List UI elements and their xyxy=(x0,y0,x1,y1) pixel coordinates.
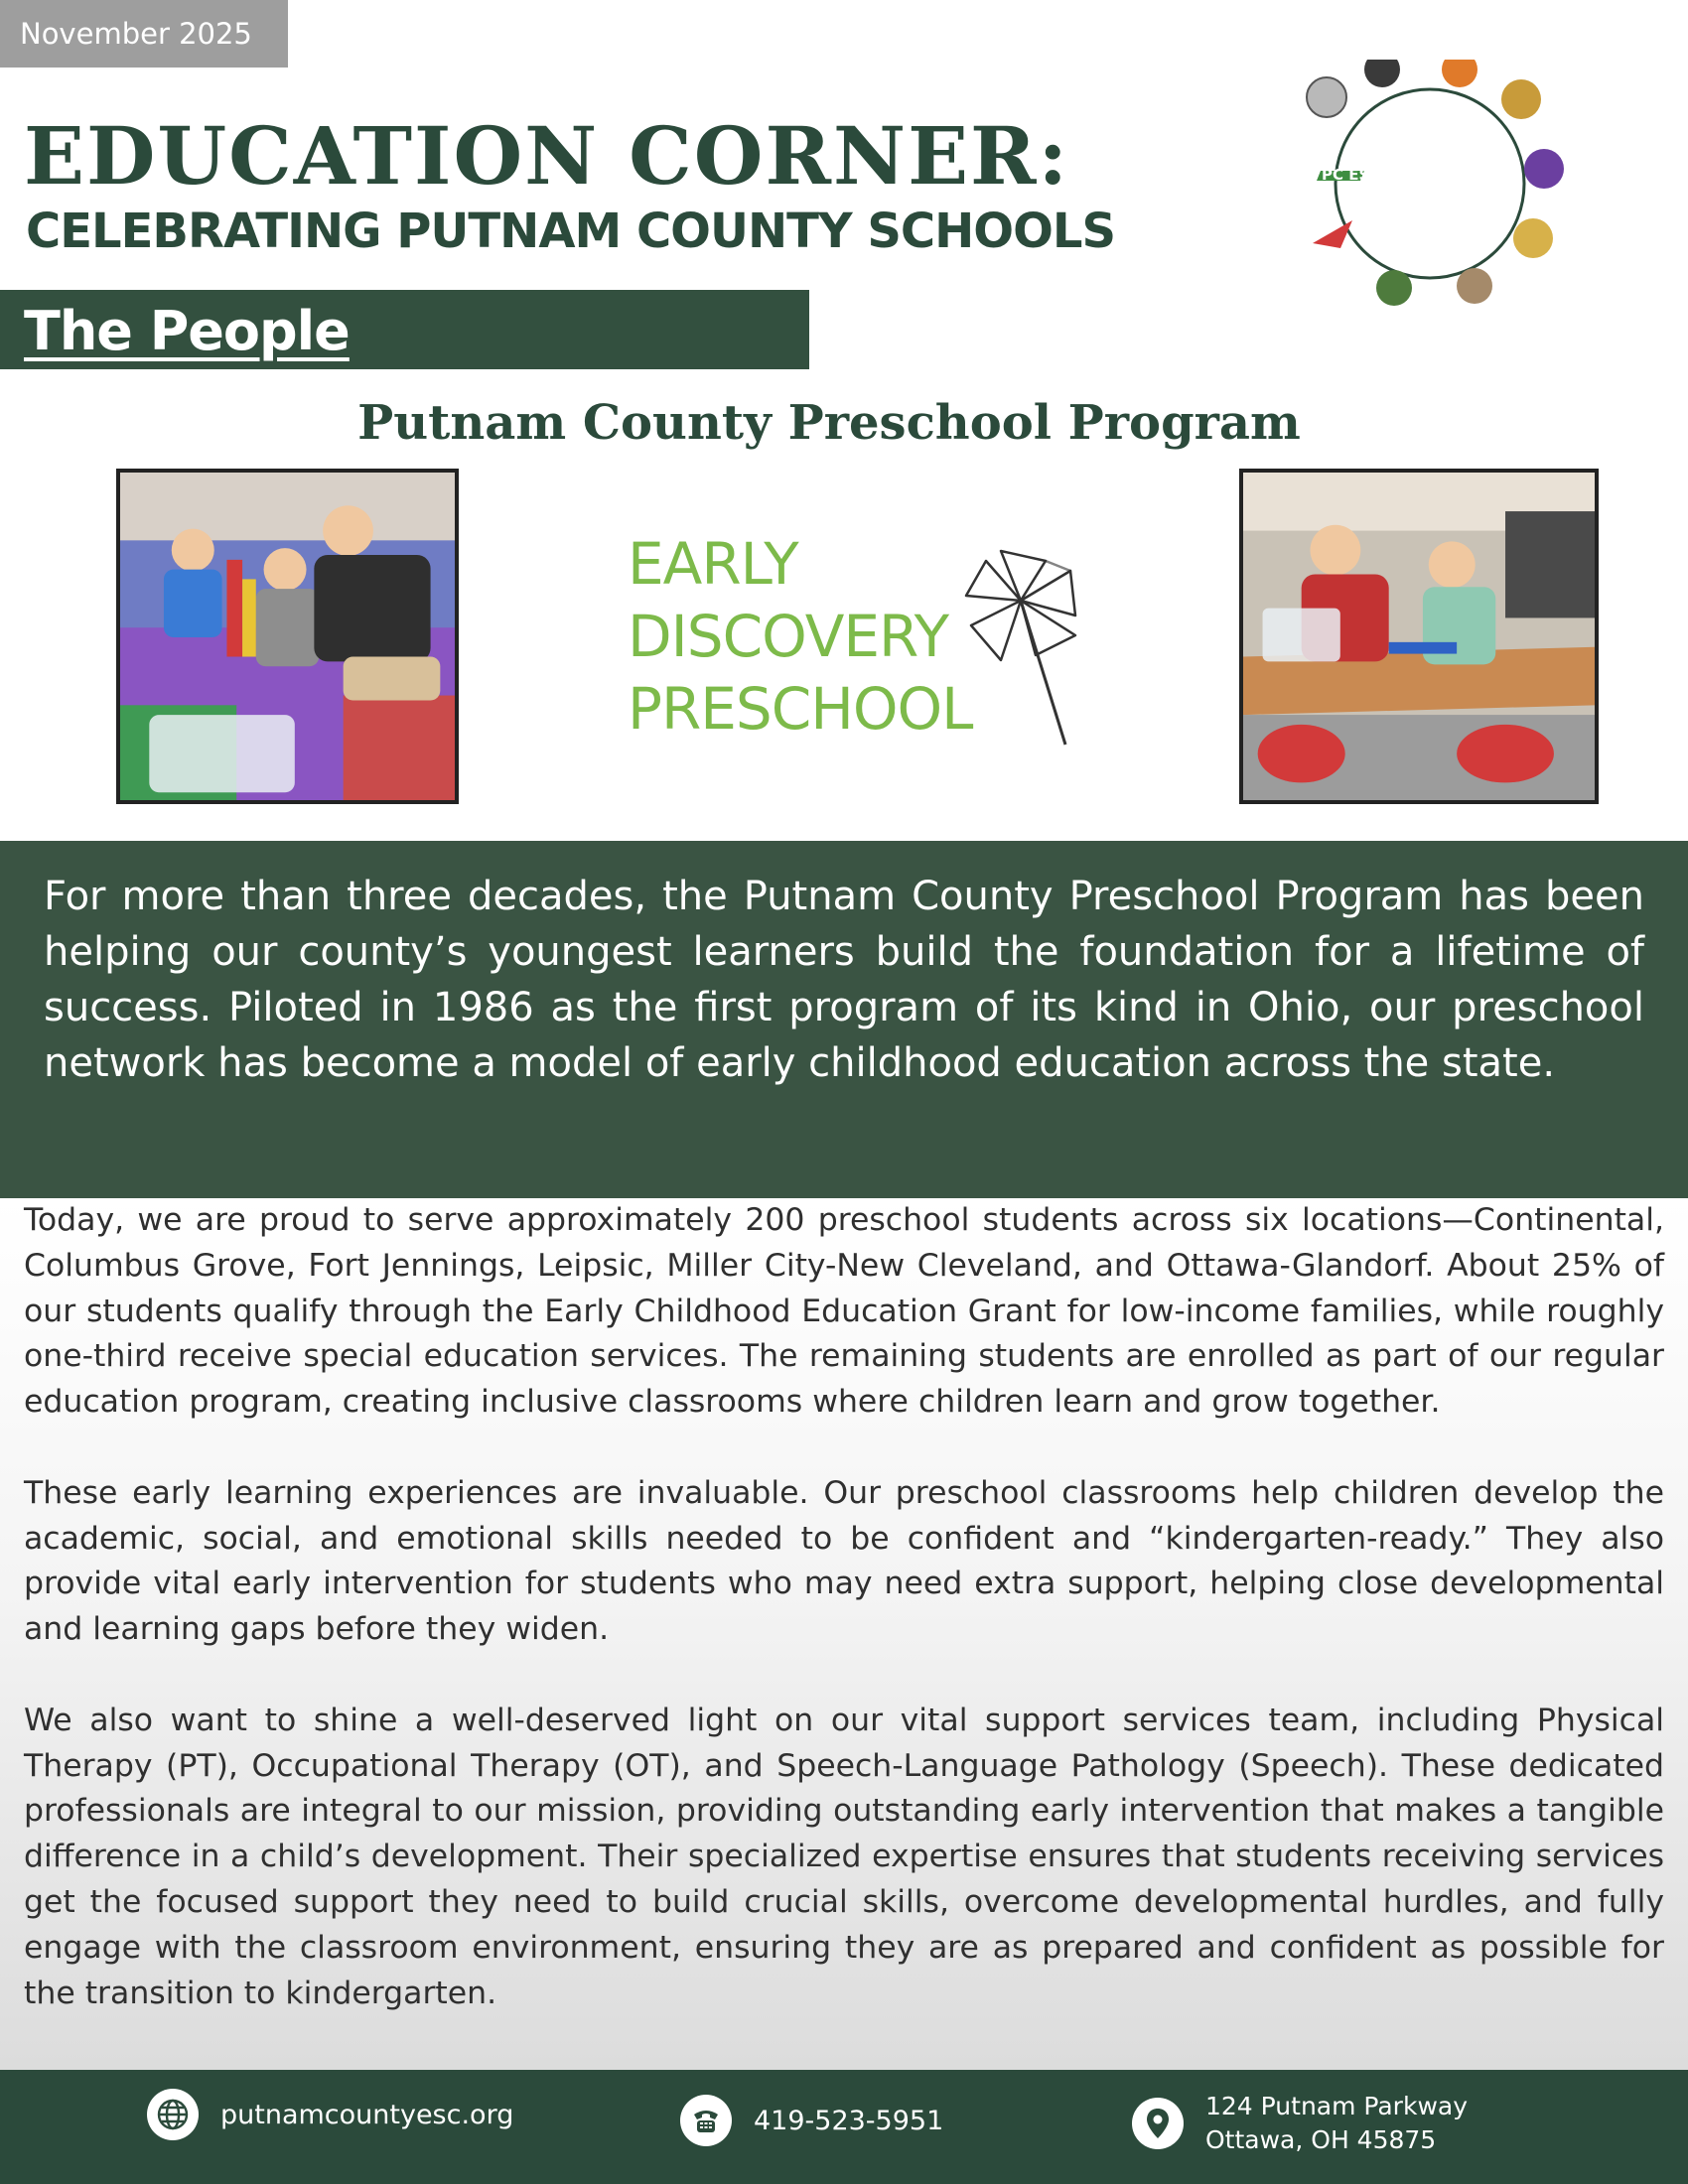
body-paragraph-3: We also want to shine a well-deserved light on our vital support services team, including Physical Therapy (PT), Occupational Therapy (OT), and Speech-Language Pathology (Speech). These dedicated professionals are integral to our mission, providing outstanding early intervention that makes a tangible difference in a child’s development. Their specialized expertise ensures that students receiving services get the focused support they need to build crucial skills, overcome developmental hurdles, and fully engage with the classroom environment, ensuring they are as prepared and confident as possible for the transition to kindergarten. xyxy=(24,1702,1664,2011)
address-line-2: Ottawa, OH 45875 xyxy=(1205,2125,1437,2154)
section-header-bar xyxy=(0,290,809,369)
logo-line-discovery: DISCOVERY xyxy=(628,603,949,670)
section-label: The People xyxy=(24,300,350,362)
logo-text: PC ESC xyxy=(1322,166,1381,184)
page-title: EDUCATION CORNER: xyxy=(24,109,1070,203)
footer-website[interactable] xyxy=(147,2089,513,2140)
phone-icon xyxy=(680,2095,732,2146)
intro-text: For more than three decades, the Putnam County Preschool Program has been helping our county’s youngest learners build the foundation for a lifetime of success. Piloted in 1986 as the first program of its kind in Ohio, our preschool network has become a model of early childhood education across the state. xyxy=(44,874,1644,1086)
program-title: Putnam County Preschool Program xyxy=(357,395,1301,451)
website-text[interactable]: putnamcountyesc.org xyxy=(220,2099,514,2130)
preschool-photo-right xyxy=(1239,469,1599,804)
preschool-photo-left xyxy=(116,469,459,804)
footer-bar xyxy=(0,2070,1688,2184)
body-paragraph-2: These early learning experiences are invaluable. Our preschool classrooms help children develop the academic, social, and emotional skills needed to be confident and “kindergarten-ready.” They also provide vital early intervention for students who may need extra support, helping close developmental and learning gaps before they widen. xyxy=(24,1474,1664,1648)
body-paragraph-1: Today, we are proud to serve approximately 200 preschool students across six locations—Continental, Columbus Grove, Fort Jennings, Leipsic, Miller City-New Cleveland, and Ottawa-Glandorf. About 25% of our students qualify through the Early Childhood Education Grant for low-income families, while roughly one-third receive special education services. The remaining students are enrolled as part of our regular education program, creating inclusive classrooms where children learn and grow together. xyxy=(24,1202,1664,1421)
article-body xyxy=(0,1198,1688,2070)
footer-address[interactable] xyxy=(1132,2090,1468,2157)
pinwheel-icon xyxy=(961,541,1110,750)
phone-text[interactable]: 419-523-5951 xyxy=(754,2105,944,2136)
page-subtitle: CELEBRATING PUTNAM COUNTY SCHOOLS xyxy=(26,204,1116,259)
esc-mascot-logo xyxy=(1291,60,1574,308)
location-pin-icon xyxy=(1132,2098,1184,2149)
address-line-1: 124 Putnam Parkway xyxy=(1205,2092,1469,2120)
logo-line-preschool: PRESCHOOL xyxy=(628,675,973,743)
intro-banner xyxy=(0,841,1688,1198)
logo-line-early: EARLY xyxy=(628,530,798,598)
early-discovery-preschool-logo xyxy=(628,528,972,746)
globe-icon xyxy=(147,2089,199,2140)
newsletter-date: November 2025 xyxy=(0,0,288,68)
footer-phone[interactable] xyxy=(680,2095,943,2146)
